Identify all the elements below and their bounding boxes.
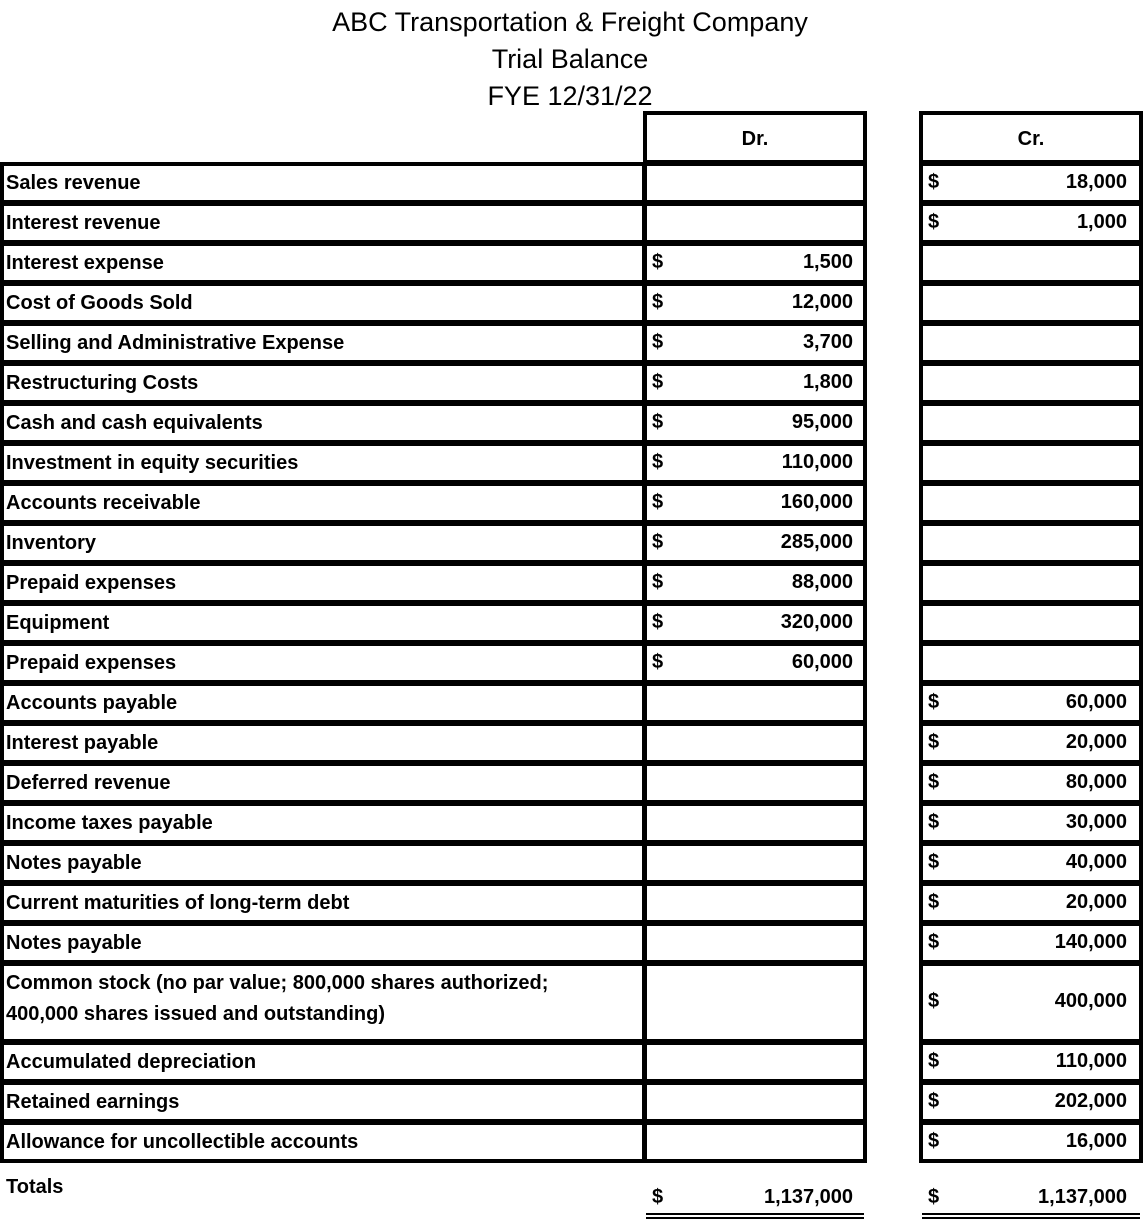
credit-amount: 16,000 bbox=[1065, 1130, 1127, 1152]
debit-amount: 88,000 bbox=[791, 571, 853, 593]
debit-cell bbox=[643, 1041, 867, 1083]
debit-amount: 1,800 bbox=[802, 371, 853, 393]
credit-cell bbox=[919, 282, 1143, 324]
credit-amount: 140,000 bbox=[1054, 931, 1127, 953]
debit-cell bbox=[643, 842, 867, 884]
credit-amount: 80,000 bbox=[1065, 771, 1127, 793]
account-label: Restructuring Costs bbox=[6, 372, 199, 394]
credit-currency: $ bbox=[928, 771, 940, 793]
debit-cell bbox=[643, 722, 867, 764]
account-label: Accumulated depreciation bbox=[6, 1051, 257, 1073]
account-label: Prepaid expenses bbox=[6, 572, 177, 594]
totals-label: Totals bbox=[6, 1176, 64, 1198]
account-label: Retained earnings bbox=[6, 1091, 180, 1113]
debit-amount: 285,000 bbox=[780, 531, 853, 553]
account-label: Interest expense bbox=[6, 252, 164, 274]
account-label: Notes payable bbox=[6, 852, 142, 874]
report-name: Trial Balance bbox=[491, 44, 649, 74]
debit-currency: $ bbox=[652, 571, 664, 593]
account-label: Investment in equity securities bbox=[6, 452, 299, 474]
debit-currency: $ bbox=[652, 451, 664, 473]
debit-cell bbox=[643, 802, 867, 844]
debit-currency: $ bbox=[652, 251, 664, 273]
account-label: Interest revenue bbox=[6, 212, 161, 234]
debit-cell bbox=[643, 682, 867, 724]
account-label: Allowance for uncollectible accounts bbox=[6, 1131, 359, 1153]
credit-cell bbox=[919, 522, 1143, 564]
debit-currency: $ bbox=[652, 291, 664, 313]
debit-currency: $ bbox=[652, 331, 664, 353]
credit-cell bbox=[919, 562, 1143, 604]
debit-cell bbox=[643, 1121, 867, 1163]
account-cell bbox=[0, 522, 646, 564]
totals-debit-currency: $ bbox=[652, 1186, 664, 1208]
account-label: Selling and Administrative Expense bbox=[6, 332, 345, 354]
account-label: Common stock (no par value; 800,000 shares authorized; 400,000 shares issued and outstanding) bbox=[6, 972, 549, 1025]
credit-currency: $ bbox=[928, 731, 940, 753]
account-label: Deferred revenue bbox=[6, 772, 171, 794]
totals-debit-amount: 1,137,000 bbox=[764, 1186, 853, 1208]
credit-amount: 202,000 bbox=[1054, 1090, 1127, 1112]
report-period: FYE 12/31/22 bbox=[487, 81, 653, 111]
credit-amount: 18,000 bbox=[1065, 171, 1127, 193]
report-title-block bbox=[300, 4, 840, 115]
credit-currency: $ bbox=[928, 691, 940, 713]
totals-credit-double-underline bbox=[922, 1213, 1140, 1219]
account-label: Interest payable bbox=[6, 732, 159, 754]
debit-amount: 60,000 bbox=[791, 651, 853, 673]
debit-currency: $ bbox=[652, 411, 664, 433]
credit-currency: $ bbox=[928, 211, 940, 233]
credit-header-label: Cr. bbox=[1017, 128, 1045, 150]
account-label: Equipment bbox=[6, 612, 110, 634]
credit-amount: 40,000 bbox=[1065, 851, 1127, 873]
account-label: Accounts payable bbox=[6, 692, 178, 714]
debit-header-label: Dr. bbox=[741, 128, 769, 150]
credit-currency: $ bbox=[928, 1050, 940, 1072]
debit-amount: 320,000 bbox=[780, 611, 853, 633]
credit-cell bbox=[919, 442, 1143, 484]
debit-currency: $ bbox=[652, 491, 664, 513]
credit-amount: 400,000 bbox=[1054, 990, 1127, 1012]
credit-cell bbox=[919, 602, 1143, 644]
totals-credit-currency: $ bbox=[928, 1186, 940, 1208]
debit-currency: $ bbox=[652, 651, 664, 673]
credit-currency: $ bbox=[928, 891, 940, 913]
credit-amount: 30,000 bbox=[1065, 811, 1127, 833]
credit-amount: 1,000 bbox=[1076, 211, 1127, 233]
account-label: Cash and cash equivalents bbox=[6, 412, 263, 434]
credit-cell bbox=[919, 322, 1143, 364]
debit-cell bbox=[643, 1081, 867, 1123]
debit-currency: $ bbox=[652, 371, 664, 393]
account-label: Accounts receivable bbox=[6, 492, 201, 514]
account-label: Notes payable bbox=[6, 932, 142, 954]
credit-cell bbox=[919, 642, 1143, 684]
debit-amount: 1,500 bbox=[802, 251, 853, 273]
account-label: Current maturities of long-term debt bbox=[6, 892, 350, 914]
debit-cell bbox=[643, 962, 867, 1043]
totals-credit-amount: 1,137,000 bbox=[1038, 1186, 1127, 1208]
debit-cell bbox=[643, 922, 867, 964]
credit-currency: $ bbox=[928, 851, 940, 873]
debit-amount: 160,000 bbox=[780, 491, 853, 513]
credit-cell bbox=[919, 402, 1143, 444]
account-label: Cost of Goods Sold bbox=[6, 292, 193, 314]
debit-cell bbox=[643, 202, 867, 244]
account-label: Sales revenue bbox=[6, 172, 141, 194]
credit-amount: 20,000 bbox=[1065, 891, 1127, 913]
totals-debit-double-underline bbox=[646, 1213, 864, 1219]
debit-cell bbox=[643, 882, 867, 924]
credit-cell bbox=[919, 242, 1143, 284]
credit-cell bbox=[919, 482, 1143, 524]
debit-amount: 95,000 bbox=[791, 411, 853, 433]
credit-currency: $ bbox=[928, 1090, 940, 1112]
debit-amount: 12,000 bbox=[791, 291, 853, 313]
credit-currency: $ bbox=[928, 171, 940, 193]
account-label: Inventory bbox=[6, 532, 97, 554]
account-label: Prepaid expenses bbox=[6, 652, 177, 674]
debit-cell bbox=[643, 162, 867, 204]
debit-currency: $ bbox=[652, 531, 664, 553]
credit-amount: 60,000 bbox=[1065, 691, 1127, 713]
credit-currency: $ bbox=[928, 811, 940, 833]
company-name: ABC Transportation & Freight Company bbox=[332, 7, 808, 37]
debit-amount: 3,700 bbox=[802, 331, 853, 353]
credit-currency: $ bbox=[928, 931, 940, 953]
debit-currency: $ bbox=[652, 611, 664, 633]
credit-amount: 110,000 bbox=[1055, 1050, 1127, 1072]
credit-currency: $ bbox=[928, 1130, 940, 1152]
debit-amount: 110,000 bbox=[781, 451, 853, 473]
credit-currency: $ bbox=[928, 990, 940, 1012]
credit-amount: 20,000 bbox=[1065, 731, 1127, 753]
debit-cell bbox=[643, 762, 867, 804]
credit-cell bbox=[919, 362, 1143, 404]
account-label: Income taxes payable bbox=[6, 812, 213, 834]
